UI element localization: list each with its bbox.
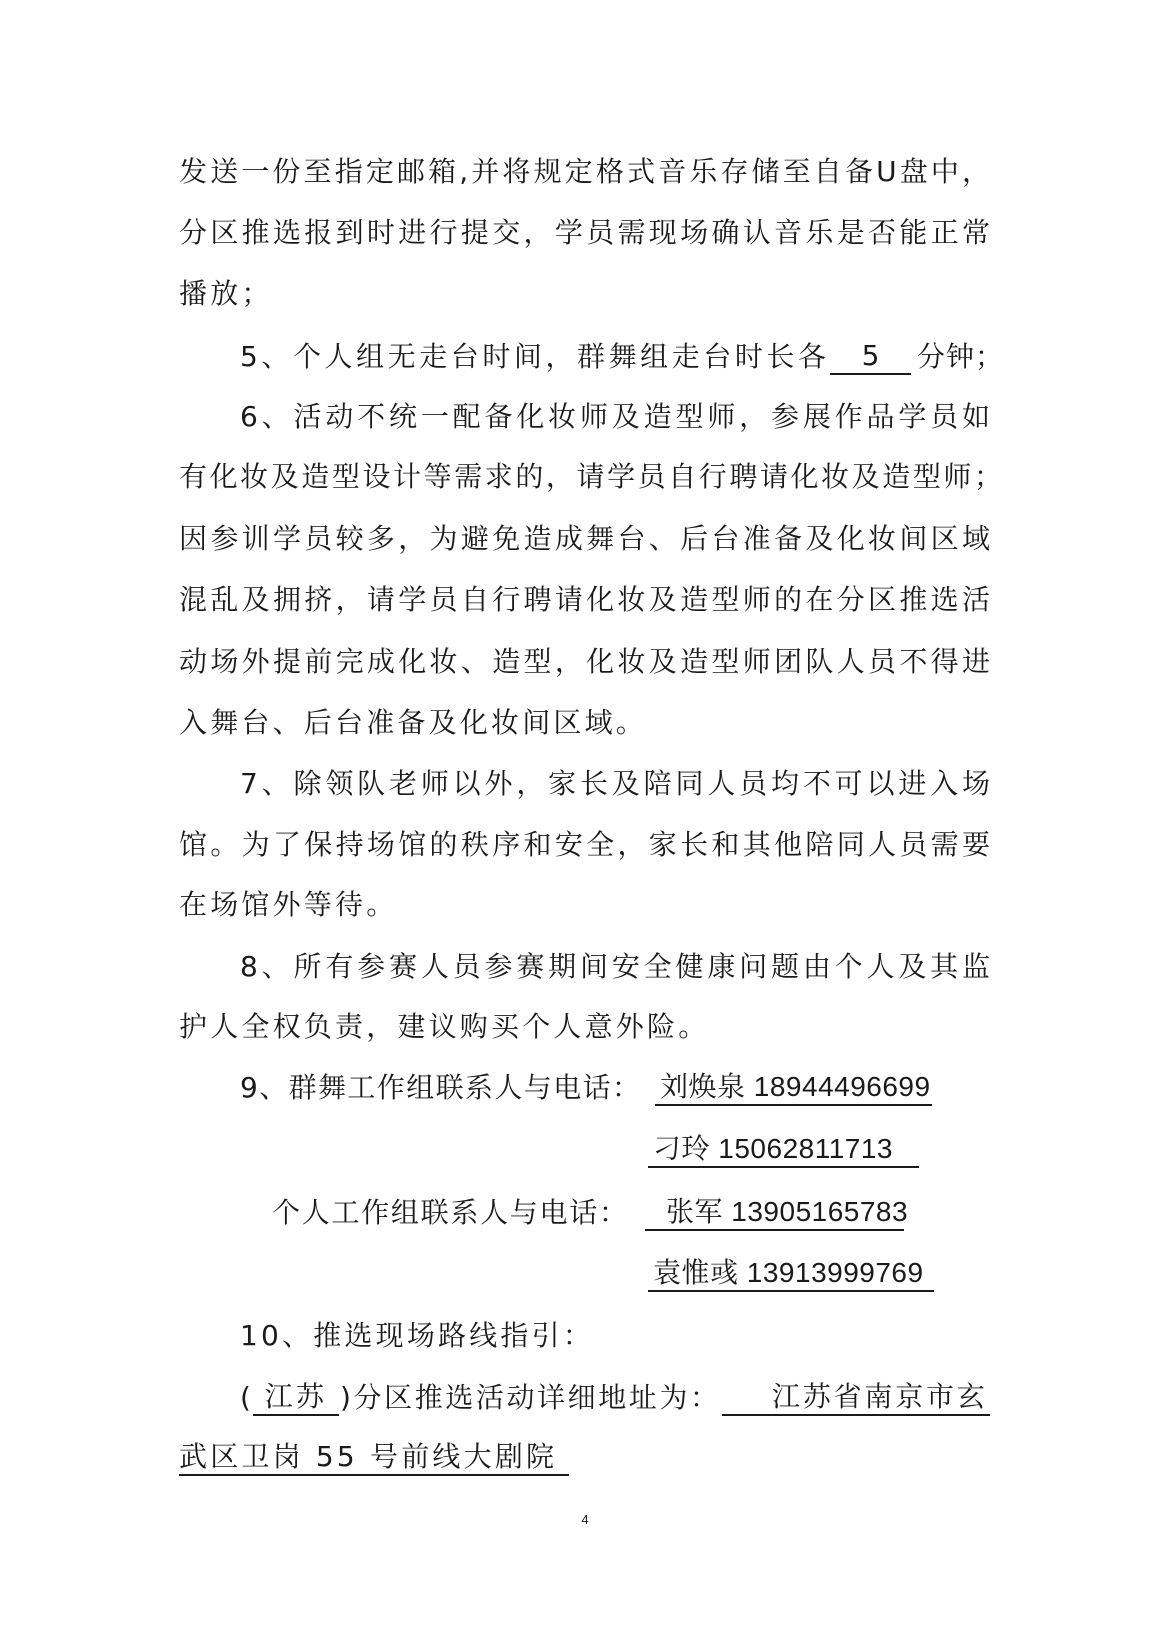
item10-heading: 10、推选现场路线指引： bbox=[240, 1319, 595, 1352]
item7-line-2: 馆。为了保持场馆的秩序和安全，家长和其他陪同人员需要 bbox=[179, 828, 990, 861]
item8-line-2: 护人全权负责，建议购买个人意外险。 bbox=[179, 1010, 710, 1043]
region-blank: 江苏 bbox=[253, 1380, 339, 1416]
solo-contact-label: 个人工作组联系人与电话： bbox=[272, 1196, 627, 1229]
address-blank-part-2: 武区卫岗 55 号前线大剧院 bbox=[179, 1440, 569, 1476]
solo-contact-2: 袁惟彧 13913999769 bbox=[648, 1256, 934, 1292]
address-label: )分区推选活动详细地址为： bbox=[340, 1381, 718, 1414]
page-number: 4 bbox=[581, 1512, 589, 1527]
item6-line-4: 混乱及拥挤，请学员自行聘请化妆及造型师的在分区推选活 bbox=[179, 583, 990, 616]
item4-line-3: 播放； bbox=[179, 277, 273, 310]
group-dance-contact-label: 9、群舞工作组联系人与电话： bbox=[240, 1071, 640, 1104]
address-blank-part-1: 江苏省南京市玄 bbox=[722, 1380, 990, 1416]
group-dance-contact-1: 刘焕泉 18944496699 bbox=[655, 1070, 932, 1106]
item5-text-before: 5、个人组无走台时间，群舞组走台时长各 bbox=[240, 340, 826, 373]
item6-line-3: 因参训学员较多，为避免造成舞台、后台准备及化妆间区域 bbox=[179, 522, 990, 555]
item6-line-5: 动场外提前完成化妆、造型，化妆及造型师团队人员不得进 bbox=[179, 645, 990, 678]
solo-contact-1: 张军 13905165783 bbox=[645, 1195, 904, 1231]
item4-line-2: 分区推选报到时进行提交，学员需现场确认音乐是否能正常 bbox=[179, 216, 990, 249]
item5-text-after: 分钟； bbox=[917, 340, 1005, 373]
item4-line-1: 发送一份至指定邮箱,并将规定格式音乐存储至自备U盘中， bbox=[179, 155, 990, 188]
item6-line-2: 有化妆及造型设计等需求的，请学员自行聘请化妆及造型师； bbox=[179, 460, 1002, 493]
group-dance-contact-2: 刁玲 15062811713 bbox=[648, 1132, 919, 1168]
item7-line-3: 在场馆外等待。 bbox=[179, 888, 398, 921]
item6-line-6: 入舞台、后台准备及化妆间区域。 bbox=[179, 706, 648, 739]
region-open-paren: ( bbox=[240, 1381, 251, 1414]
item5-duration-blank: 5 bbox=[830, 339, 911, 375]
item7-line-1: 7、除领队老师以外，家长及陪同人员均不可以进入场 bbox=[240, 767, 990, 800]
item6-line-1: 6、活动不统一配备化妆师及造型师，参展作品学员如 bbox=[240, 400, 990, 433]
item8-line-1: 8、所有参赛人员参赛期间安全健康问题由个人及其监 bbox=[240, 950, 990, 983]
